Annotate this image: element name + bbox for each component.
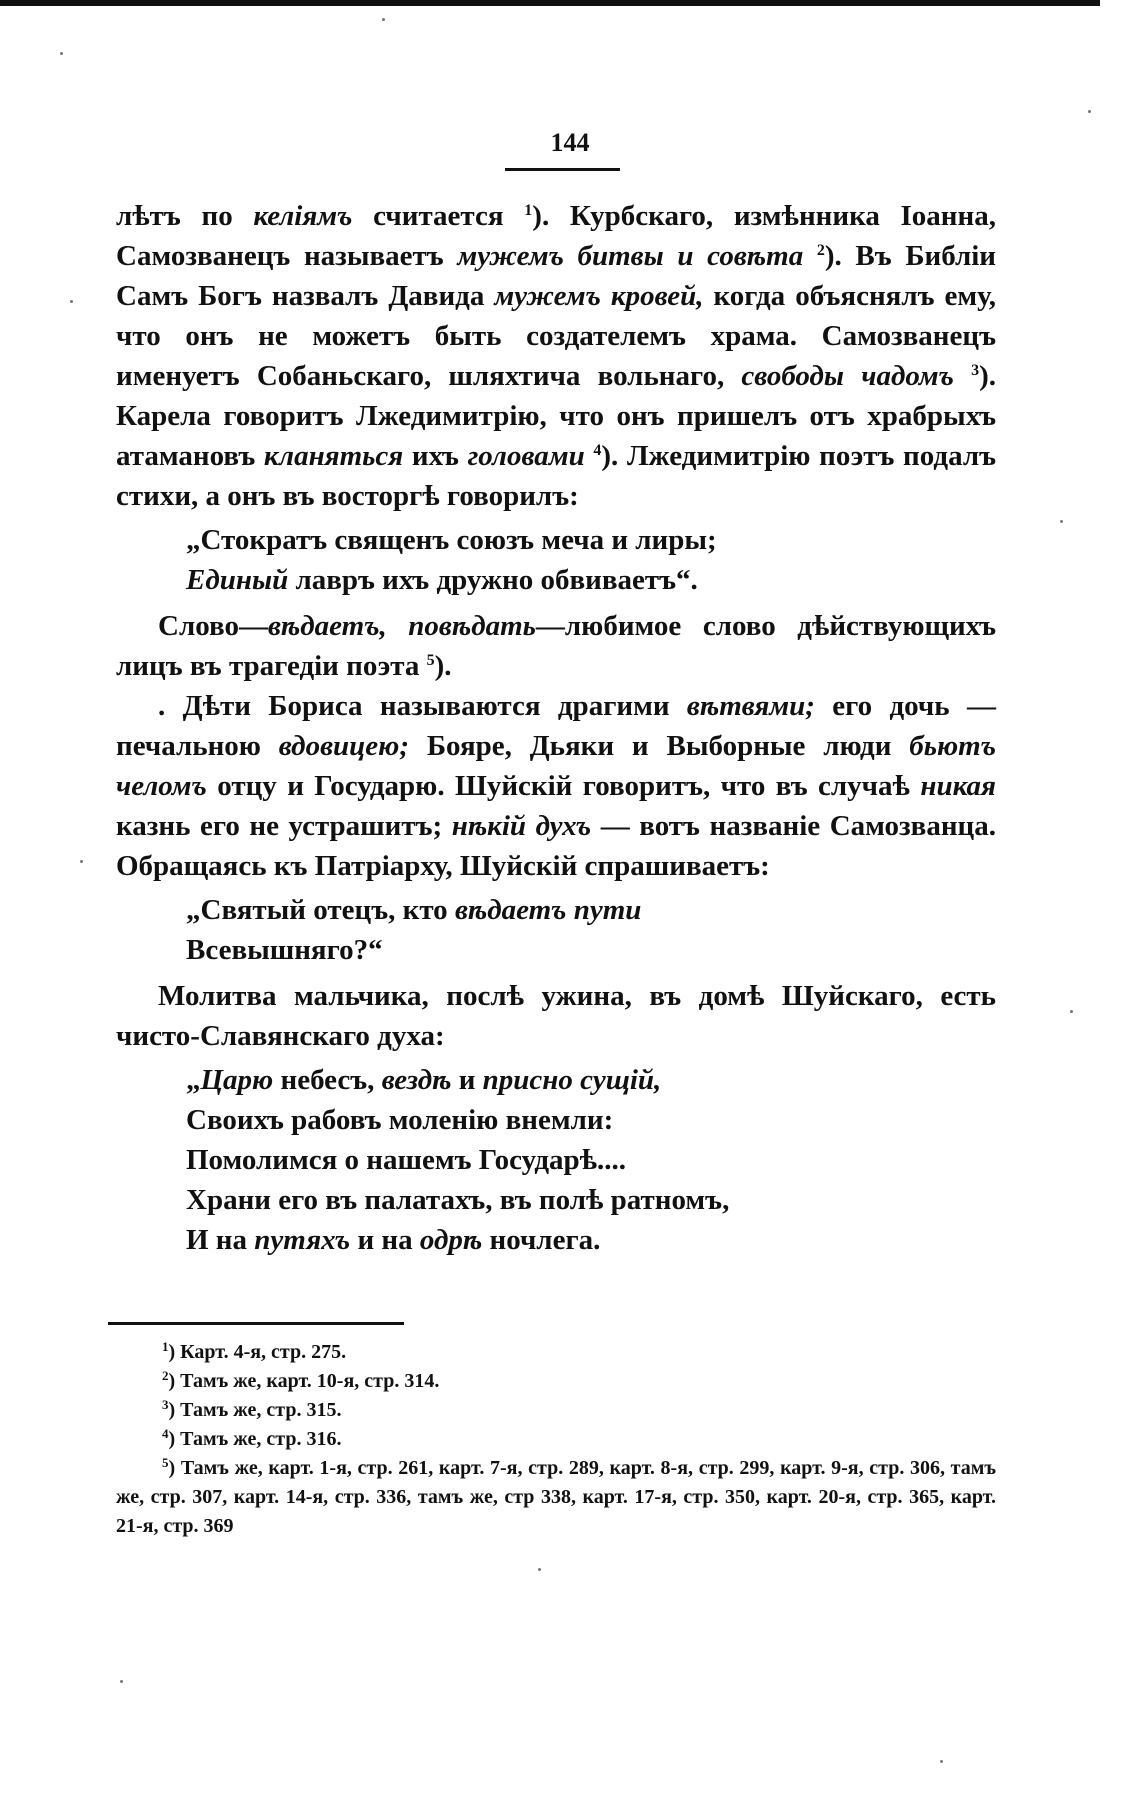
text-run: считается: [352, 200, 525, 232]
text-run: . Дѣти Бориса называются драгими: [158, 690, 687, 722]
scan-speck: [60, 52, 63, 55]
text-run: и на: [350, 1224, 420, 1256]
verse-line: [186, 930, 996, 970]
text-run: „Святый отецъ, кто: [186, 894, 455, 926]
italic-text: бьютъ челомъ: [116, 730, 996, 802]
italic-text: вдовицею;: [278, 730, 409, 762]
text-run: лѣтъ по: [116, 200, 254, 232]
text-run: лавръ ихъ дружно обвиваетъ“.: [288, 564, 698, 596]
scan-speck: [538, 1568, 541, 1571]
page-number-underline: [505, 168, 620, 171]
text-run: Помолимся о нашемъ Государѣ....: [186, 1144, 627, 1176]
scan-speck: [70, 300, 73, 303]
text-run: когда объяснялъ ему, что онъ не можетъ быть создателемъ храма. Самозванецъ именуетъ Собаньскаго, шляхтича вольнаго,: [116, 280, 996, 392]
text-run: ).: [434, 650, 452, 682]
text-run: Слово—: [158, 610, 268, 642]
italic-text: нѣкій духъ: [451, 810, 592, 842]
footnote: [116, 1425, 996, 1454]
footnote-text: ) Тамъ же, карт. 1-я, стр. 261, карт. 7-я, стр. 289, карт. 8-я, стр. 299, карт. 9-я, стр. 306, тамъ же, стр. 307, карт. 14-я, стр. 336, тамъ же, стр 338, карт. 17-я, стр. 350, карт. 20-я, стр. 365, карт. 21-я, стр. 369: [116, 1457, 996, 1537]
footnote-ref: 2: [816, 242, 825, 259]
italic-text: кланяться: [263, 440, 404, 472]
footnote: [116, 1396, 996, 1425]
text-run: [803, 240, 817, 272]
text-run: [954, 360, 971, 392]
footnote-mark: 5: [162, 1455, 169, 1470]
text-run: Своихъ рабовъ моленію внемли:: [186, 1104, 614, 1136]
scan-speck: [382, 18, 385, 21]
verse-line: [186, 890, 996, 930]
text-run: небесъ,: [273, 1064, 382, 1096]
footnote-ref: 4: [593, 442, 602, 459]
verse-line: [186, 1140, 996, 1180]
text-run: казнь его не устрашитъ;: [116, 810, 452, 842]
italic-text: головами: [467, 440, 585, 472]
footnote-text: ) Тамъ же, стр. 316.: [168, 1428, 342, 1450]
scan-speck: [80, 860, 83, 863]
paragraph: [116, 976, 996, 1056]
text-run: ). Лжедимитрію поэтъ подалъ стихи, а онъ въ восторгѣ говорилъ:: [116, 440, 997, 512]
verse-line: [186, 1180, 996, 1220]
text-run: — вотъ названіе Самозванца. Обращаясь къ Патріарху, Шуйскій спрашиваетъ:: [116, 810, 996, 882]
text-run: Бояре, Дьяки и Выборные люди: [408, 730, 910, 762]
italic-text: вездѣ: [381, 1064, 452, 1096]
footnote: [116, 1367, 996, 1396]
italic-text: путяхъ: [254, 1224, 351, 1256]
scan-speck: [940, 1760, 943, 1763]
scan-speck: [1060, 520, 1063, 523]
verse-line: [186, 1060, 996, 1100]
verse-block: [186, 520, 996, 600]
paragraph: [116, 686, 996, 886]
italic-text: мужемъ кровей,: [494, 280, 704, 312]
verse-line: [186, 560, 996, 600]
page-number: 144: [550, 128, 590, 157]
italic-text: Единый: [186, 564, 289, 596]
scan-speck: [1070, 1010, 1073, 1013]
footnote-separator: [108, 1322, 404, 1325]
italic-text: вѣдаетъ пути: [454, 894, 642, 926]
footnotes: [116, 1338, 996, 1541]
italic-text: келіямъ: [253, 200, 353, 232]
text-run: его дочь — печальною: [116, 690, 996, 762]
footnote-mark: 1: [162, 1339, 169, 1354]
verse-block: [186, 890, 996, 970]
text-run: ). Курбскаго, измѣнника Іоанна, Самозванецъ называетъ: [116, 200, 996, 272]
text-run: Храни его въ палатахъ, въ полѣ ратномъ,: [186, 1184, 730, 1216]
text-run: —любимое слово дѣйствующихъ лицъ въ трагедіи поэта: [116, 610, 996, 682]
text-run: И на: [186, 1224, 255, 1256]
text-run: ихъ: [403, 440, 468, 472]
text-run: ночлега.: [482, 1224, 601, 1256]
text-run: ). Карела говоритъ Лжедимитрію, что онъ пришелъ отъ храбрыхъ атамановъ: [116, 360, 997, 472]
footnote-ref: 1: [524, 202, 533, 219]
scan-speck: [1088, 110, 1091, 113]
text-run: ). Въ Библіи Самъ Богъ назвалъ Давида: [116, 240, 997, 312]
footnote-mark: 3: [162, 1397, 169, 1412]
footnote-text: ) Тамъ же, карт. 10-я, стр. 314.: [168, 1370, 440, 1392]
footnote-ref: 3: [971, 362, 980, 379]
scan-speck: [120, 1680, 123, 1683]
footnote-mark: 4: [162, 1426, 169, 1441]
italic-text: вѣтвями;: [686, 690, 815, 722]
italic-text: вѣдаетъ, повѣдать: [267, 610, 536, 642]
paragraph: [116, 196, 996, 516]
top-border-rule: [0, 0, 1100, 6]
italic-text: свободы чадомъ: [741, 360, 954, 392]
text-run: и: [451, 1064, 483, 1096]
text-run: „Стократъ священъ союзъ меча и лиры;: [186, 524, 717, 556]
italic-text: присно сущій,: [482, 1064, 662, 1096]
footnote-text: ) Карт. 4-я, стр. 275.: [168, 1341, 347, 1363]
text-run: „: [186, 1064, 201, 1096]
italic-text: мужемъ битвы и совѣта: [457, 240, 804, 272]
verse-line: [186, 1220, 996, 1260]
italic-text: одрѣ: [419, 1224, 483, 1256]
footnote-mark: 2: [162, 1368, 169, 1383]
text-run: Всевышняго?“: [186, 934, 383, 966]
footnote: [116, 1338, 996, 1367]
verse-block: [186, 1060, 996, 1260]
main-text: [116, 196, 996, 1266]
verse-line: [186, 1100, 996, 1140]
paragraph: [116, 606, 996, 686]
text-run: отцу и Государю. Шуйскій говоритъ, что въ случаѣ: [206, 770, 921, 802]
footnote: [116, 1454, 996, 1541]
italic-text: Царю: [200, 1064, 274, 1096]
text-run: Молитва мальчика, послѣ ужина, въ домѣ Шуйскаго, есть чисто-Славянскаго духа:: [116, 980, 996, 1052]
footnote-ref: 5: [426, 652, 435, 669]
verse-line: [186, 520, 996, 560]
italic-text: никая: [920, 770, 996, 802]
footnote-text: ) Тамъ же, стр. 315.: [168, 1399, 342, 1421]
